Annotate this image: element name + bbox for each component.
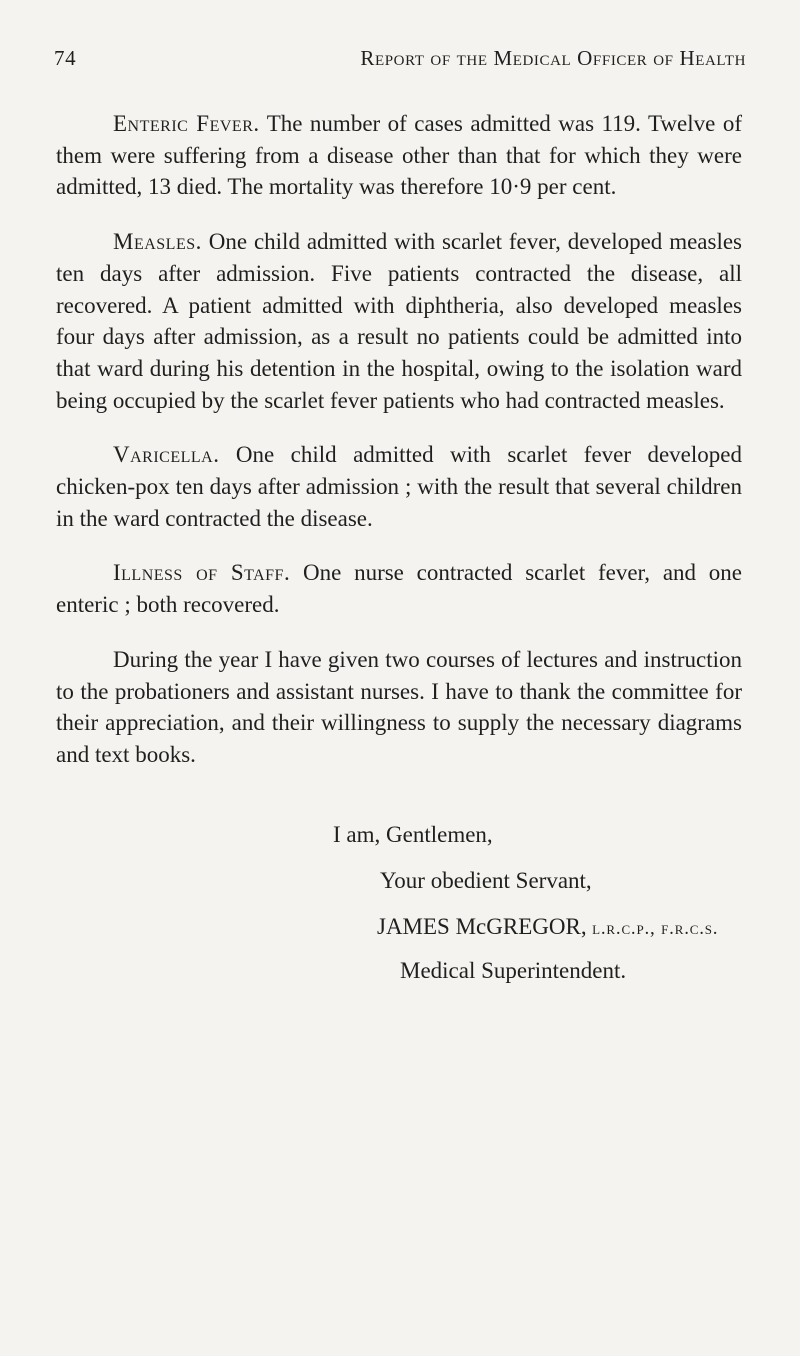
paragraph-enteric-fever — [56, 108, 742, 203]
paragraph-text: One child admitted with scarlet fever, developed measles ten days after admission. Five patients contracted the disease, all recovered. A patient admitted with diphtheria, also developed measles four days after admission, as a result no patients could be admitted into that ward during his detention in the hospital, owing to the isolation ward being occupied by the scarlet fever patients who had contracted measles. — [56, 229, 742, 413]
paragraph-text: One nurse contracted scarlet fever, and one enteric ; both recovered. — [56, 560, 742, 618]
signatory-title: Medical Superintendent. — [400, 958, 627, 983]
paragraph-heading: Measles. — [113, 229, 202, 255]
report-body — [56, 108, 742, 794]
paragraph-text: During the year I have given two courses of lectures and instruction to the probationers and assistant nurses. I have to thank the committee for their appreciation, and their willingness to supply the necessary diagrams and text books. — [56, 646, 742, 767]
signature-line — [377, 910, 718, 946]
running-head — [54, 46, 746, 76]
running-head-title: Report of the Medical Officer of Health — [360, 46, 746, 70]
paragraph-heading: Varicella. — [113, 442, 220, 468]
valediction: Your obedient Servant, — [380, 868, 592, 893]
paragraph-heading: Enteric Fever. — [113, 111, 260, 136]
signature-name: JAMES McGREGOR, — [377, 914, 587, 939]
paragraph-lectures — [56, 644, 742, 771]
page-number: 74 — [54, 46, 77, 70]
salutation: I am, Gentlemen, — [333, 822, 493, 847]
paragraph-illness-of-staff — [56, 557, 742, 620]
paragraph-measles — [56, 226, 742, 416]
paragraph-heading: Illness of Staff. — [113, 560, 291, 586]
paragraph-text: One child admitted with scarlet fever developed chicken-pox ten days after admission ; with the result that several children in the ward contracted the disease. — [56, 442, 742, 531]
paragraph-varicella — [56, 439, 742, 534]
signature-qualifications: l.r.c.p., f.r.c.s. — [586, 918, 719, 939]
paragraph-text: The number of cases admitted was 119. Twelve of them were suffering from a disease other than that for which they were admitted, 13 died. The mortality was therefore 10·9 per cent. — [56, 111, 742, 200]
